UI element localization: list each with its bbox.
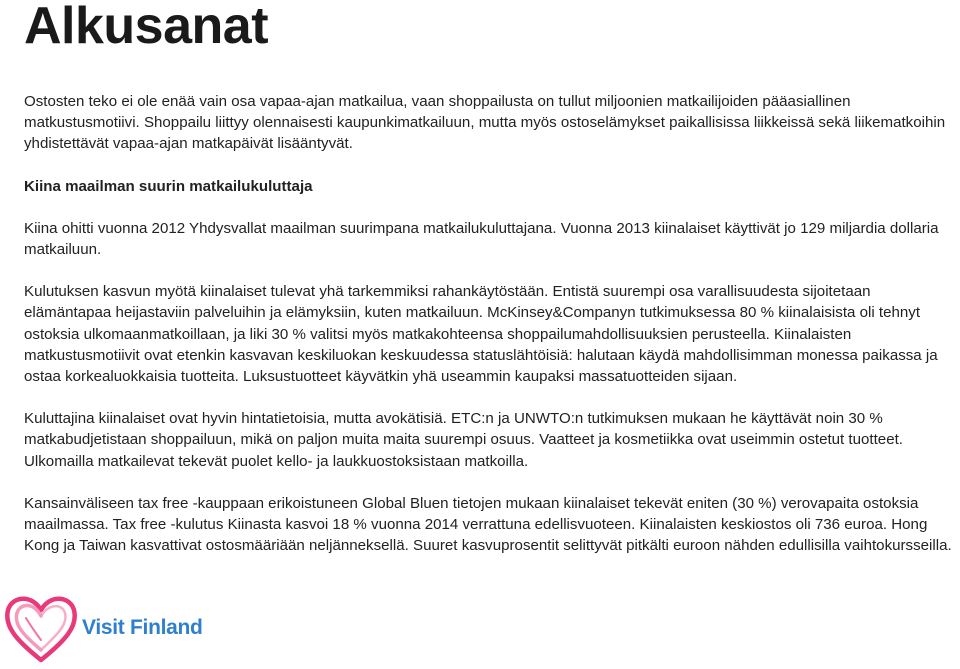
page-title: Alkusanat xyxy=(24,0,269,55)
visit-finland-logo xyxy=(2,588,222,666)
intro-paragraph: Ostosten teko ei ole enää vain osa vapaa-ajan matkailua, vaan shoppailusta on tullut miljoonien matkailijoiden pääasiallinen matkustusmotiivi. Shoppailu liittyy olennaisesti kaupunkimatkailuun, mutta myös ostoselämykset paikallisissa liikkeissä sekä liikematkoihin yhdistettävät vapaa-ajan matkapäivät lisääntyvät. xyxy=(24,93,946,153)
logo-wordmark: Visit Finland xyxy=(82,616,203,639)
paragraph-kuluttajina: Kuluttajina kiinalaiset ovat hyvin hintatietoisia, mutta avokätisiä. ETC:n ja UNWTO:n tutkimuksen mukaan he käyttävät noin 30 % matkabudjetistaan shoppailuun, mikä on paljon muita maita suurempi osuus. Vaatteet ja kosmetiikka ovat useimmin ostetut tuotteet. Ulkomailla matkailevat tekevät puolet kello- ja laukkuostoksistaan matkoilla. xyxy=(24,410,903,470)
paragraph-kiina: Kiina ohitti vuonna 2012 Yhdysvallat maailman suurimpana matkailukuluttajana. Vuonna 2013 kiinalaiset käyttivät jo 129 miljardia dollaria matkailuun. xyxy=(24,219,939,259)
paragraph-kulutus: Kulutuksen kasvun myötä kiinalaiset tulevat yhä tarkemmiksi rahankäytöstään. Entistä suurempi osa varallisuudesta sijoitetaan elämäntapaa heijastaviin palveluihin ja elämyksiin, kuten matkailuun. McKinsey&Companyn tutkimuksessa 80 % kiinalaisista oli tehnyt ostoksia ulkomaanmatkoillaan, ja liki 30 % valitsi myös matkakohteensa shoppailumahdollisuuksien perusteella. Kiinalaisten matkustusmotiivit ovat etenkin kasvavan keskiluokan keskuudessa statuslähtöisiä: halutaan käydä mahdollisimman monessa paikassa ja ostaa korkealuokkaisia tuotteita. Luksustuotteet käyvätkin yhä useammin kaupaksi massatuotteiden sijaan. xyxy=(24,283,938,386)
section-heading: Kiina maailman suurin matkailukuluttaja xyxy=(24,177,313,195)
paragraph-taxfree: Kansainväliseen tax free -kauppaan erikoistuneen Global Bluen tietojen mukaan kiinalaiset tekevät eniten (30 %) verovapaita ostoksia maailmassa. Tax free -kulutus Kiinasta kasvoi 18 % vuonna 2014 verrattuna edellisvuoteen. Kiinalaisten keskiostos oli 736 euroa. Hong Kong ja Taiwan kasvattivat ostosmääriään neljänneksellä. Suuret kasvuprosentit selittyvät pitkälti euroon nähden edullisilla vaihtokursseilla. xyxy=(24,494,952,555)
heart-ribbon-icon xyxy=(2,588,80,666)
article-body xyxy=(24,91,960,556)
